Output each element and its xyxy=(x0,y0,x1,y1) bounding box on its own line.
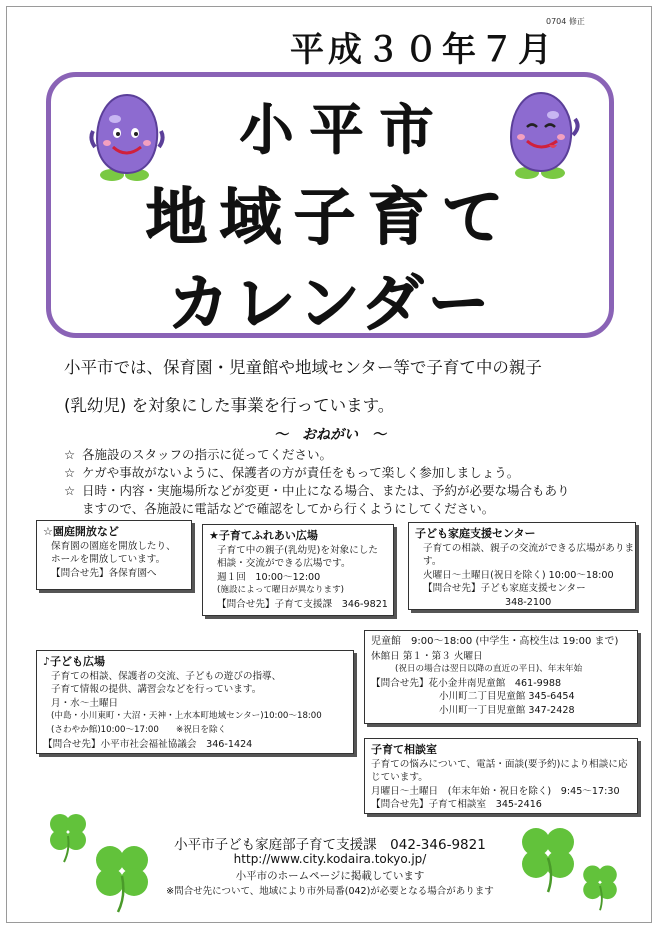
box-line: 【問合せ先】花小金井南児童館 461-9988 xyxy=(371,677,562,689)
footer-dept-phone: 小平市子ども家庭部子育て支援課 042-346-9821 xyxy=(174,837,486,853)
box-fureai-hiroba xyxy=(202,524,394,616)
box-line: 火曜日～土曜日(祝日を除く) 10:00～18:00 xyxy=(423,569,614,581)
box-line: 小川町一丁目児童館 347-2428 xyxy=(439,704,575,716)
box-line: す。 xyxy=(423,556,442,568)
note-text: ケガや事故がないように、保護者の方が責任をもって楽しく参加しましょう。 xyxy=(82,465,520,480)
box-line: 月・水～土曜日 xyxy=(51,697,119,709)
box-title: 児童館 9:00～18:00 (中学生・高校生は 19:00 まで) xyxy=(371,636,619,647)
box-line: 相談・交流ができる広場です。 xyxy=(217,558,351,570)
box-jidokan xyxy=(364,630,638,724)
box-line: (施設によって曜日が異なります) xyxy=(217,585,345,596)
note-item xyxy=(64,446,624,464)
box-line: 【問合せ先】子育て支援課 346-9821 xyxy=(217,598,388,610)
note-item xyxy=(64,464,624,482)
box-title: ♪子ども広場 xyxy=(43,655,106,668)
onegai-heading: ～ おねがい ～ xyxy=(274,427,386,443)
box-line: 子育て中の親子(乳幼児)を対象にした xyxy=(217,544,378,556)
note-item xyxy=(64,500,624,518)
box-line: 保育園の園庭を開放したり、 xyxy=(51,540,176,552)
title-line-2: 地域子育て xyxy=(144,180,515,253)
title-frame xyxy=(46,72,614,338)
box-line: (祝日の場合は翌日以降の直近の平日)、年末年始 xyxy=(395,664,583,675)
box-garden-open xyxy=(36,520,192,590)
box-line: 【問合せ先】各保育園へ xyxy=(51,567,157,579)
box-line: 子育ての相談、親子の交流ができる広場がありま xyxy=(423,542,635,554)
box-line: 月曜日～土曜日 (年末年始・祝日を除く) 9:45～17:30 xyxy=(371,785,620,797)
box-line: ホールを開放しています。 xyxy=(51,554,166,566)
box-line: 348-2100 xyxy=(505,596,552,608)
note-star-icon: ☆ xyxy=(64,465,76,480)
box-line: (さわやか館)10:00～17:00 ※祝日を除く xyxy=(51,724,227,735)
note-text: 日時・内容・実施場所などが変更・中止になる場合、または、予約が必要な場合もあり xyxy=(82,483,570,498)
notes-list xyxy=(64,446,624,518)
box-line: 子育て情報の提供、講習会などを行っています。 xyxy=(51,684,262,696)
box-soudan xyxy=(364,738,638,814)
title-line-3: カレンダー xyxy=(167,266,493,339)
note-star-icon: ☆ xyxy=(64,447,76,462)
box-line: 【問合せ先】子ども家庭支援センター xyxy=(423,583,586,595)
box-title: 子ども家庭支援センター xyxy=(415,527,536,540)
note-star-icon: ☆ xyxy=(64,483,76,498)
footer-posted-note: 小平市のホームページに掲載しています xyxy=(235,870,425,882)
title-line-1: 小平市 xyxy=(239,98,449,161)
box-line: (中島・小川東町・大沼・天神・上水本町地域センター)10:00～18:00 xyxy=(51,711,322,722)
box-title: ☆園庭開放など xyxy=(43,525,119,538)
box-kodomo-hiroba xyxy=(36,650,354,754)
box-line: じています。 xyxy=(371,772,428,784)
box-line: 小川町二丁目児童館 345-6454 xyxy=(439,691,575,703)
box-title: 子育て相談室 xyxy=(371,743,437,756)
intro-line-1: 小平市では、保育園・児童館や地域センター等で子育て中の親子 xyxy=(64,358,542,377)
intro-line-2: (乳幼児) を対象にした事業を行っています。 xyxy=(64,396,395,415)
box-title: ★子育てふれあい広場 xyxy=(209,529,318,542)
date-header: 平成３０年７月 xyxy=(290,30,556,70)
footer-area-code-note: ※問合せ先について、地域により市外局番(042)が必要となる場合があります xyxy=(166,886,494,897)
box-line: 子育ての悩みについて、電話・面談(要予約)により相談に応 xyxy=(371,758,628,770)
note-star-icon xyxy=(64,500,82,518)
box-line: 子育ての相談、保護者の交流、子どもの遊びの指導、 xyxy=(51,670,282,682)
box-line: 【問合せ先】子育て相談室 345-2416 xyxy=(371,799,542,811)
box-support-center xyxy=(408,522,636,610)
box-line: 休館日 第１・第３ 火曜日 xyxy=(371,650,483,662)
note-text: ますので、各施設に電話などで確認をしてから行くようにしてください。 xyxy=(82,501,495,516)
box-line: 【問合せ先】小平市社会福祉協議会 346-1424 xyxy=(43,738,253,750)
revision-note: 0704 修正 xyxy=(546,17,585,26)
footer-url-link[interactable]: http://www.city.kodaira.tokyo.jp/ xyxy=(233,852,427,866)
note-text: 各施設のスタッフの指示に従ってください。 xyxy=(82,447,333,462)
box-line: 週１回 10:00～12:00 xyxy=(217,571,321,583)
note-item xyxy=(64,482,624,500)
